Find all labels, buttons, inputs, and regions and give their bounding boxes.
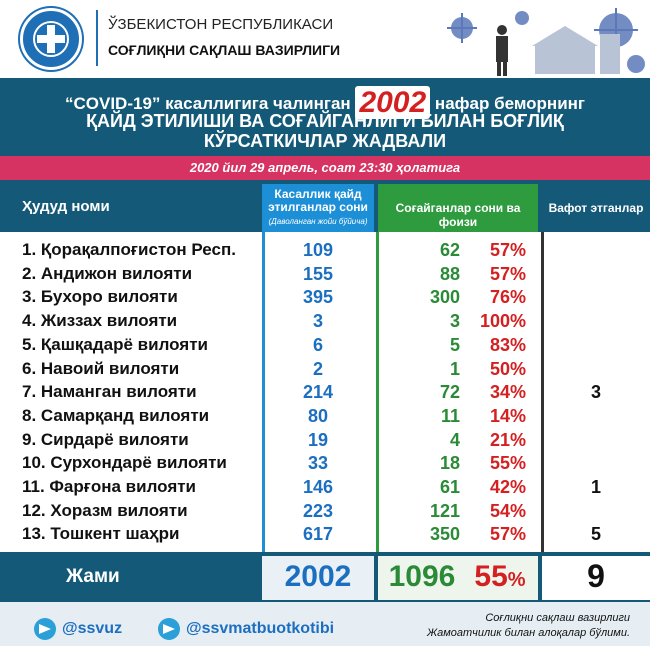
cases-value: 19 [307,429,329,450]
recovered-value: 88 [439,263,460,284]
cases-value: 617 [302,524,334,545]
table-row [0,311,650,334]
telegram-icon[interactable] [158,618,180,640]
cases-value: 109 [302,240,334,260]
table-row [0,359,650,382]
ministry-logo [20,8,82,70]
recovered-value: 300 [429,287,460,308]
table-row [0,430,650,453]
recovered-value: 72 [439,382,460,403]
recovered-value: 5 [449,334,460,355]
recovered-percent: 57% [489,263,526,284]
region-name: 13. Тошкент шаҳри [22,524,180,544]
deaths-value: 1 [590,477,601,497]
title-band [0,78,650,156]
region-name: 11. Фарғона вилояти [22,477,197,496]
recovered-percent: 34% [489,382,526,403]
table-row [0,453,650,476]
recovered-value: 11 [440,405,460,426]
deaths-value: 3 [590,382,601,403]
region-name: 12. Хоразм вилояти [22,500,188,520]
recovered-value: 61 [439,477,460,497]
table-row [0,240,650,263]
cases-value: 3 [312,311,323,332]
title-case-count: 2002 [355,86,430,119]
totals-cases: 2002 [284,560,352,593]
header-divider [96,10,98,66]
title-line3: КЎРСАТКИЧЛАР ЖАДВАЛИ [203,131,447,151]
region-name: 4. Жиззах вилояти [22,311,178,331]
table-row [0,335,650,358]
region-name: 3. Бухоро вилояти [22,287,178,307]
totals-recovered: 1096 [388,560,456,593]
totals-label: Жами [66,566,120,587]
cases-value: 395 [302,287,334,308]
cases-value: 155 [302,263,334,284]
region-name: 2. Андижон вилояти [22,263,193,283]
cases-value: 33 [307,453,329,474]
telegram-handle-link[interactable]: @ssvuz [62,620,123,637]
telegram-handle-link[interactable]: @ssvmatbuotkotibi [186,620,335,637]
title-line1: “COVID-19” касаллигига чалинган 2002 нафар беморнинг [65,86,585,119]
header-region: Ҳудуд номи [22,198,110,215]
region-name: 10. Сурхондарё вилояти [22,453,227,473]
recovered-percent: 57% [489,240,526,260]
department-line2: Жамоатчилик билан алоқалар бўлими. [427,627,630,639]
recovered-percent: 83% [489,334,526,355]
recovered-percent: 42% [489,477,526,497]
department-line1: Соғлиқни сақлаш вазирлиги [485,612,630,624]
cases-value: 214 [302,382,334,403]
region-name: 1. Қорақалпоғистон Респ. [22,240,236,259]
cases-value: 80 [307,405,329,426]
header-recovered: Соғайганлар сони ва фоизи [395,201,521,229]
header-deaths: Вафот этганлар [548,201,644,215]
recovered-percent: 76% [489,287,526,308]
title-line2: ҚАЙД ЭТИЛИШИ ВА СОҒАЙГАНЛИГИ БИЛАН БОҒЛИҚ [86,111,564,131]
region-name: 8. Самарқанд вилояти [22,405,210,425]
cases-value: 2 [312,358,323,379]
recovered-percent: 100% [479,311,526,332]
virus-illustration-icon [440,4,650,78]
table-row [0,477,650,500]
region-name: 6. Навоий вилояти [22,358,180,378]
org-name-line2: СОҒЛИҚНИ САҚЛАШ ВАЗИРЛИГИ [108,42,341,58]
region-name: 9. Сирдарё вилояти [22,429,189,449]
region-name: 7. Наманган вилояти [22,382,197,402]
recovered-percent: 50% [489,358,526,379]
recovered-value: 350 [429,524,460,545]
recovered-value: 62 [439,240,460,260]
table-row [0,501,650,524]
recovered-percent: 21% [489,429,526,450]
report-date: 2020 йил 29 апрель, соат 23:30 ҳолатига [189,160,461,175]
recovered-percent: 54% [489,500,526,521]
date-band [0,156,650,180]
table-row [0,406,650,429]
recovered-value: 121 [429,500,460,521]
header-cases-note: (Даволанган жойи бўйича) [268,217,368,226]
recovered-value: 3 [449,311,460,332]
header-cases: Касаллик қайд этилганлар сони [268,187,368,214]
totals-percent: 55% [474,560,526,593]
org-name-line1: ЎЗБЕКИСТОН РЕСПУБЛИКАСИ [108,16,334,33]
table-row [0,264,650,287]
recovered-percent: 55% [489,453,526,474]
telegram-icon[interactable] [34,618,56,640]
region-name: 5. Қашқадарё вилояти [22,334,209,354]
cases-value: 6 [312,334,323,355]
recovered-value: 18 [439,453,460,474]
deaths-value: 5 [590,524,601,545]
recovered-value: 1 [449,358,460,379]
recovered-percent: 57% [489,524,526,545]
cases-value: 223 [302,500,334,521]
recovered-percent: 14% [489,405,526,426]
totals-deaths: 9 [587,558,605,594]
cases-value: 146 [302,477,334,497]
recovered-value: 4 [449,429,460,450]
table-row [0,524,650,547]
table-row [0,382,650,405]
table-row [0,287,650,310]
